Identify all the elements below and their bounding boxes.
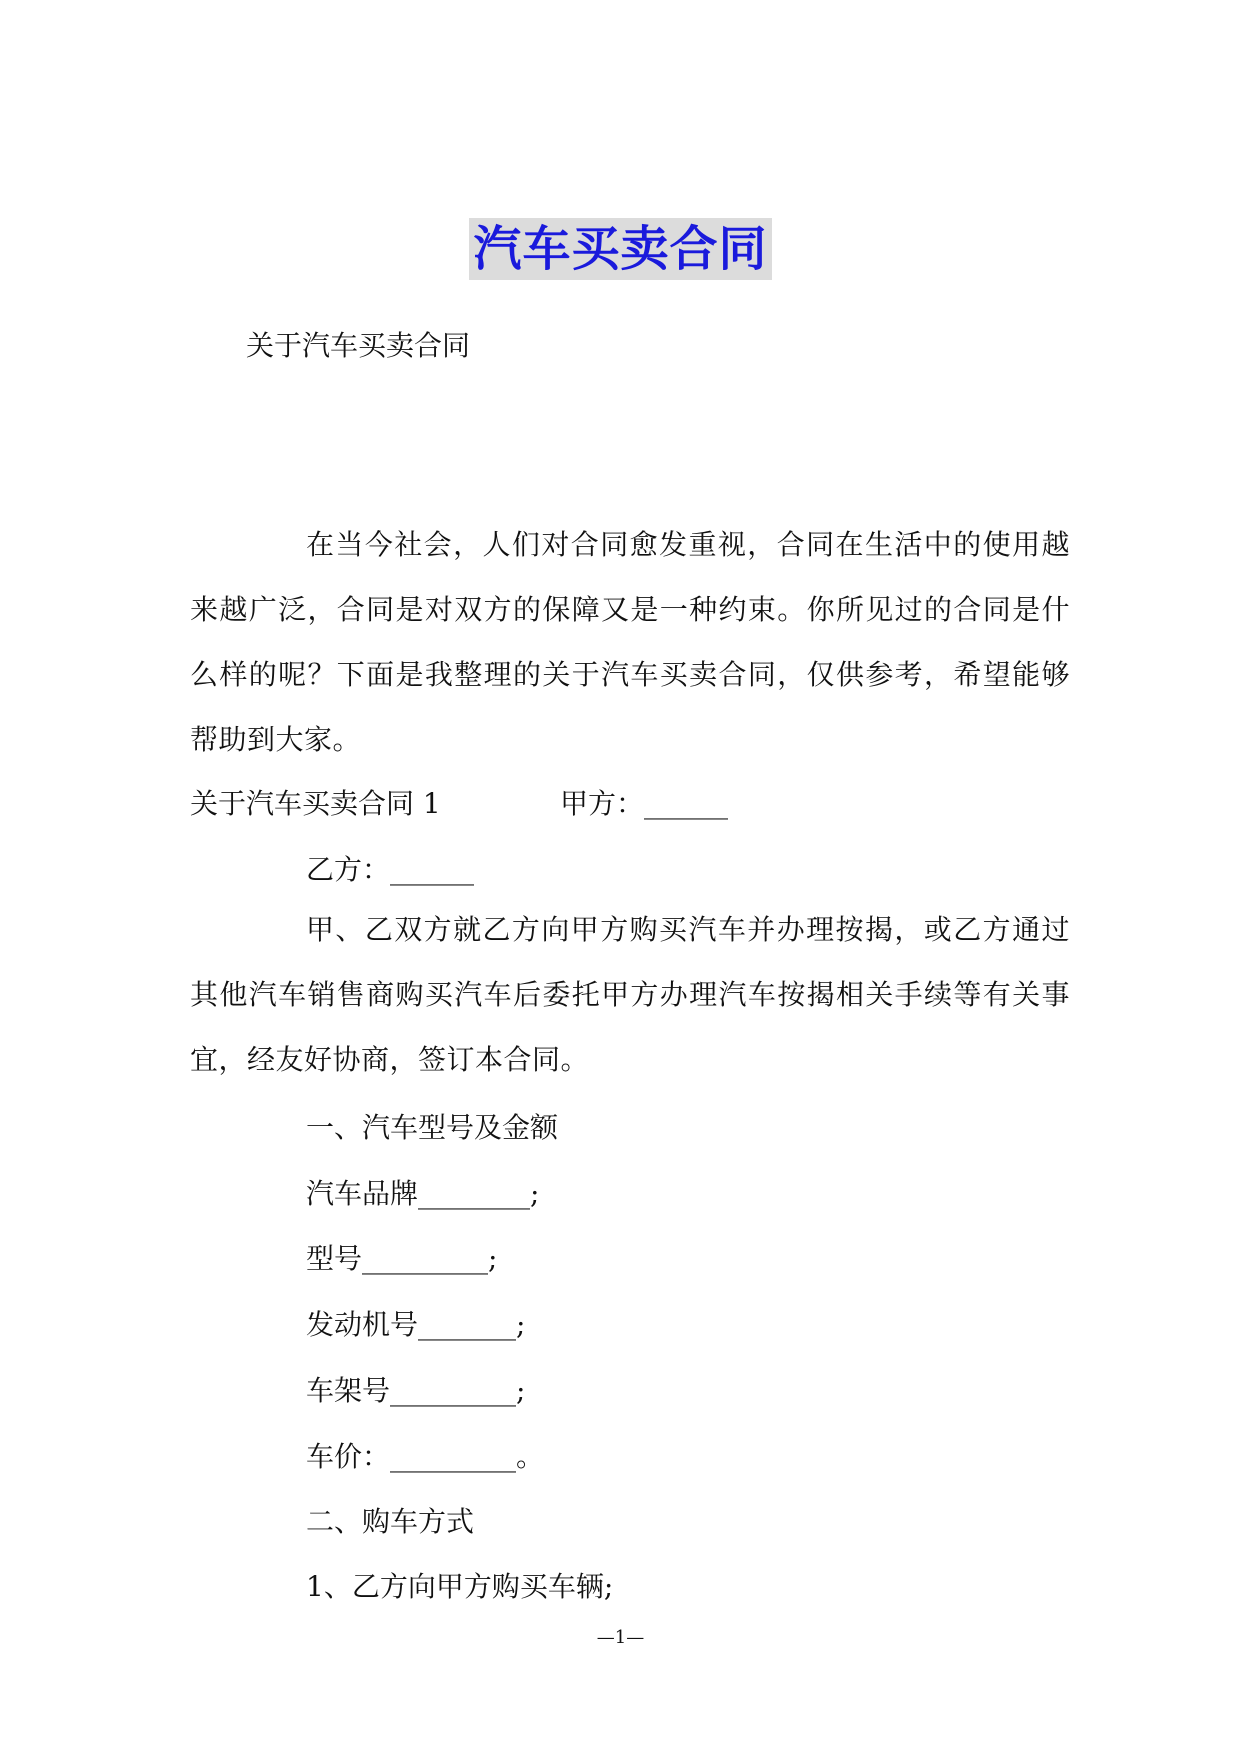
party-a-field: 甲方：______: [560, 787, 729, 820]
frame-number-field: 车架号_________;: [306, 1374, 526, 1407]
page-number: —1—: [596, 1627, 645, 1648]
engine-number-field: 发动机号_______;: [306, 1308, 526, 1341]
car-price-field: 车价：_________。: [306, 1440, 545, 1473]
section-1-heading: 一、汽车型号及金额: [306, 1111, 559, 1144]
contract-heading: 关于汽车买卖合同 1: [190, 787, 441, 820]
party-b-field: 乙方：______: [306, 853, 475, 886]
agreement-paragraph: 甲、乙双方就乙方向甲方购买汽车并办理按揭，或乙方通过其他汽车销售商购买汽车后委托甲方办理汽车按揭相关手续等有关事宜，经友好协商，签订本合同。: [190, 913, 1070, 1076]
car-brand-field: 汽车品牌________;: [306, 1177, 540, 1210]
intro-paragraph: 在当今社会，人们对合同愈发重视，合同在生活中的使用越来越广泛，合同是对双方的保障又是一种约束。你所见过的合同是什么样的呢？下面是我整理的关于汽车买卖合同，仅供参考，希望能够帮助到大家。: [190, 528, 1070, 756]
document-title: 汽车买卖合同: [469, 218, 771, 280]
title-container: [0, 218, 1241, 280]
section-2-heading: 二、购车方式: [306, 1505, 475, 1538]
car-model-field: 型号_________;: [306, 1242, 498, 1275]
document-subtitle: 关于汽车买卖合同: [246, 329, 471, 362]
section-2-item-1: 1、乙方向甲方购买车辆;: [306, 1570, 614, 1603]
